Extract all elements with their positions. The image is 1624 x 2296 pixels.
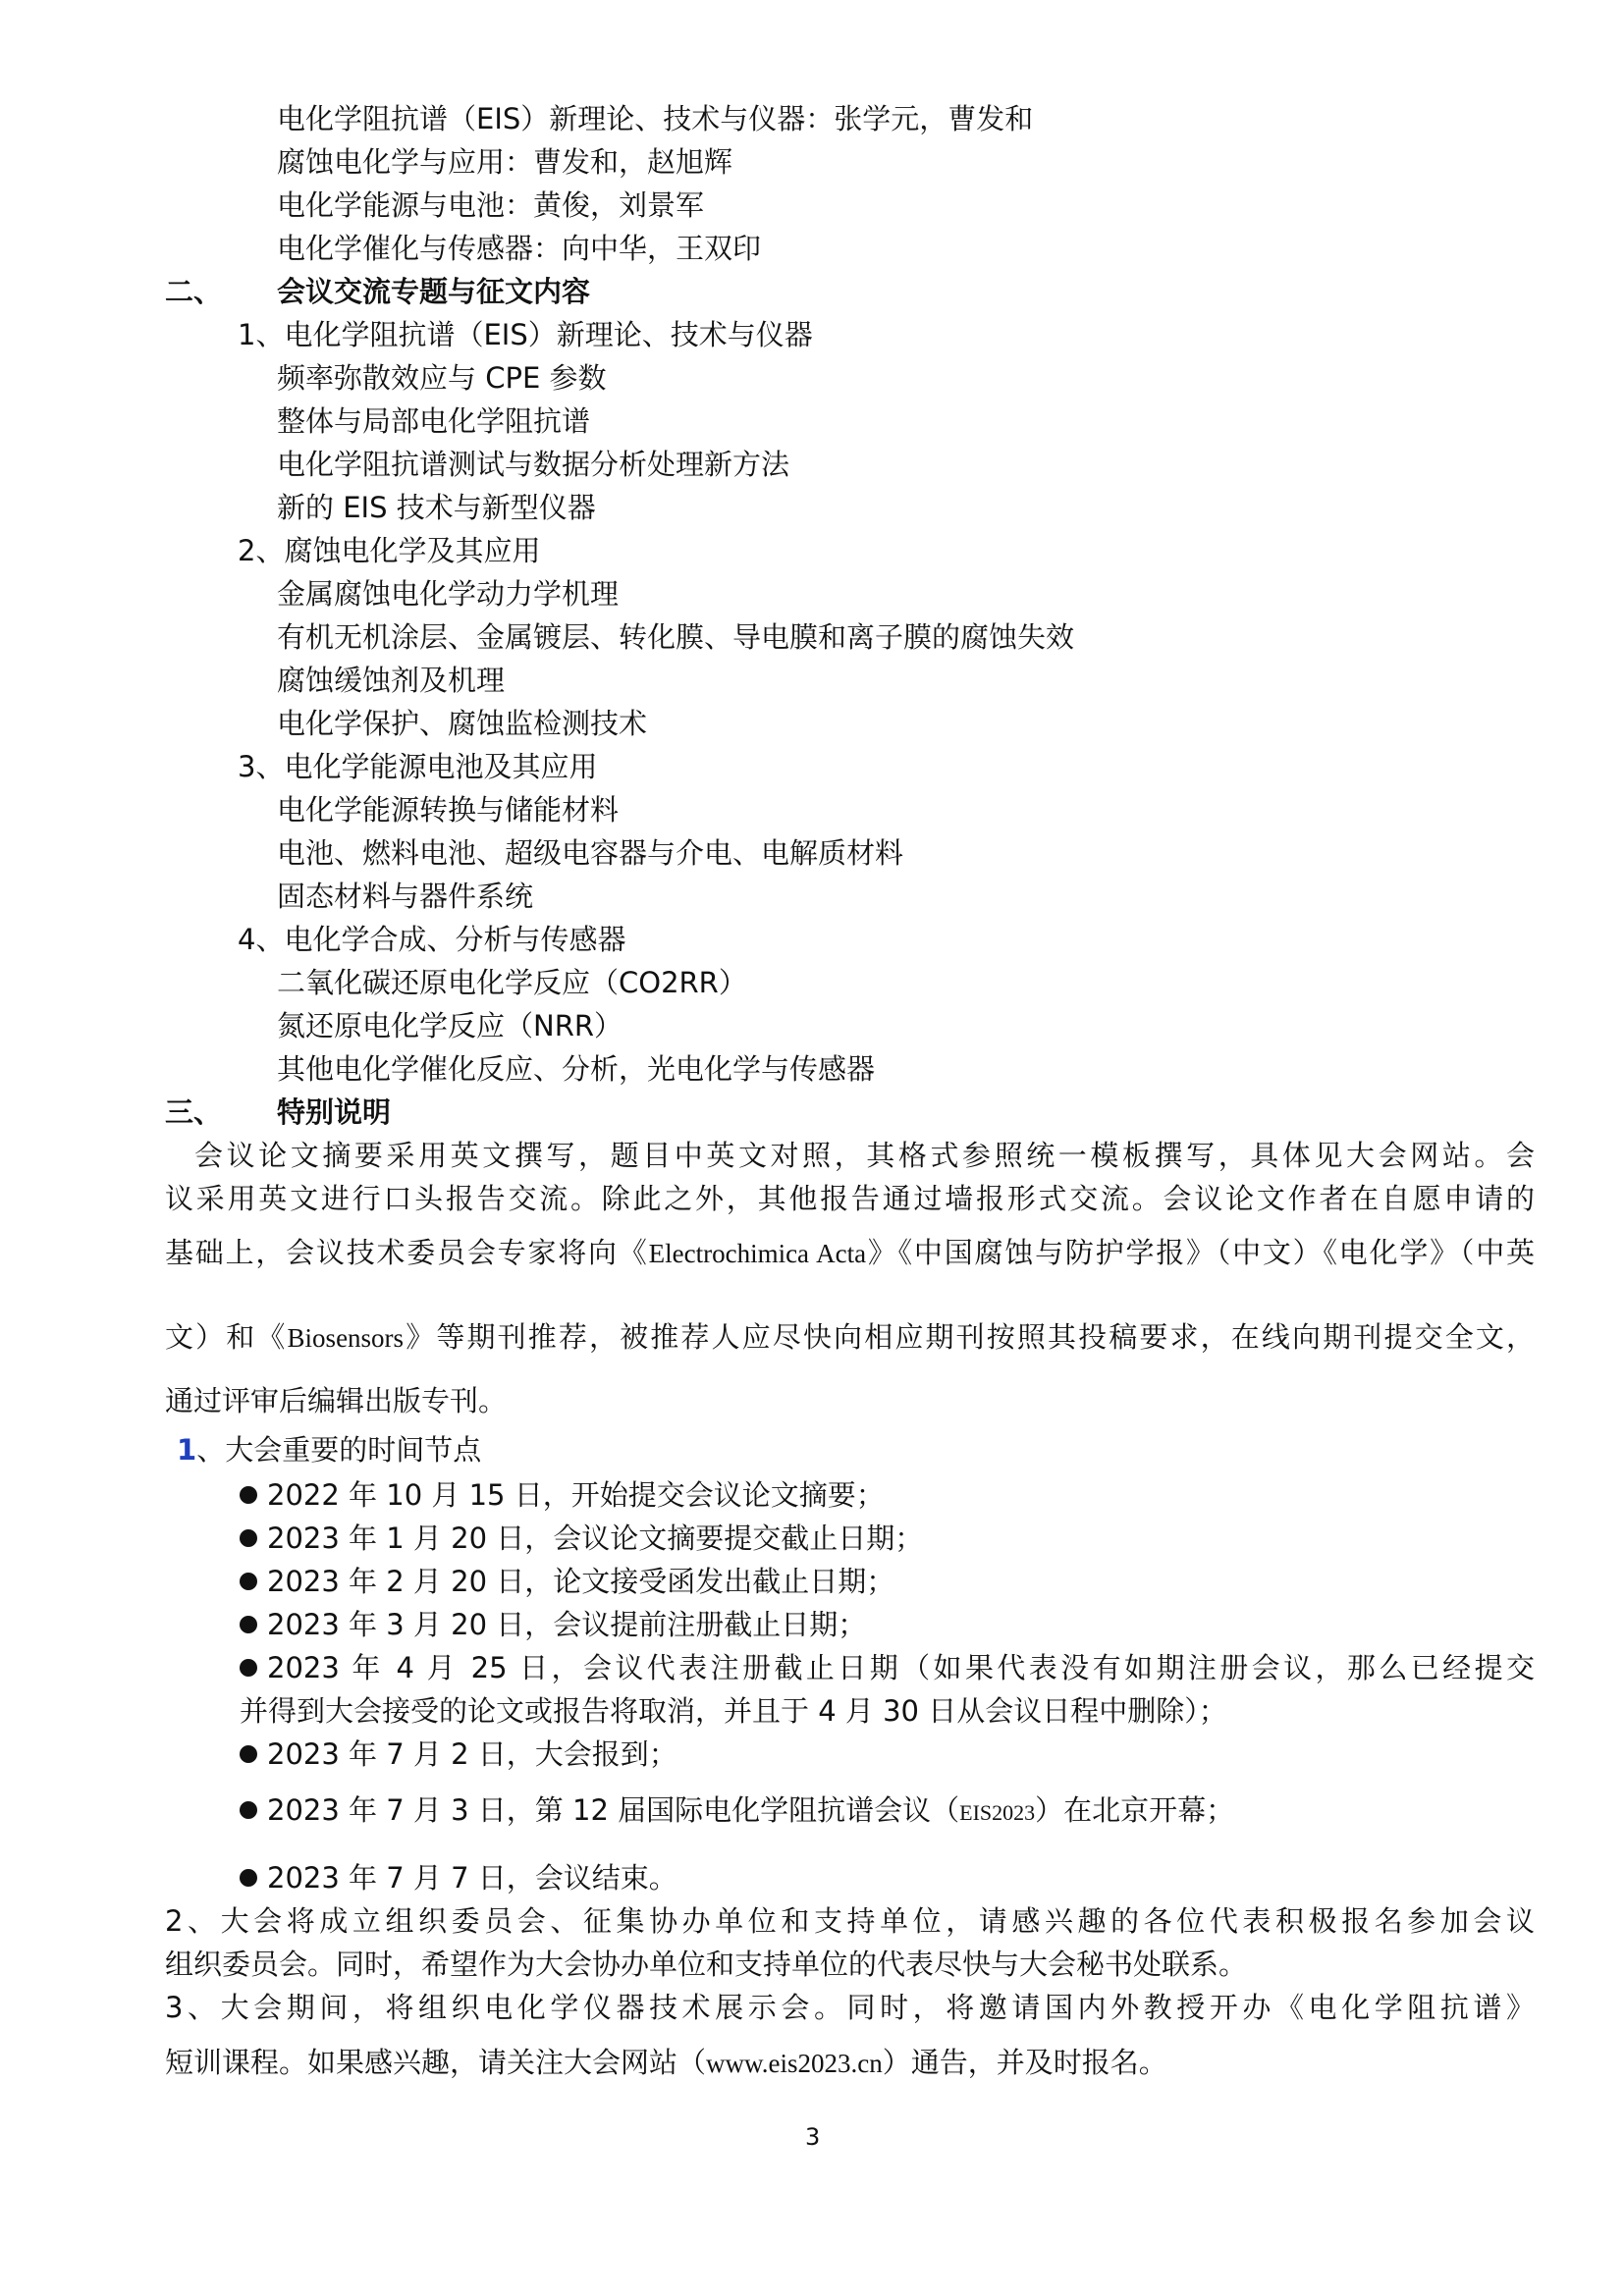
timeline-item: 2023 年 7 月 7 日，会议结束。: [240, 1864, 677, 1893]
topic-item: 其他电化学催化反应、分析，光电化学与传感器: [277, 1052, 876, 1086]
paragraph-line: 会议论文摘要采用英文撰写，题目中英文对照，其格式参照统一模板撰写，具体见大会网站。会: [194, 1139, 1535, 1172]
paragraph-line: [165, 1320, 1535, 1354]
journal-name: Biosensors: [287, 1323, 405, 1353]
topic-heading: 2、腐蚀电化学及其应用: [238, 534, 541, 567]
timeline-item: 2023 年 3 月 20 日，会议提前注册截止日期；: [240, 1611, 866, 1639]
timeline-number: 1: [177, 1433, 197, 1467]
topic-item: 金属腐蚀电化学动力学机理: [277, 577, 620, 611]
topic-item: 电池、燃料电池、超级电容器与介电、电解质材料: [277, 836, 904, 870]
bullet-icon: [240, 1869, 257, 1887]
bullet-icon: [240, 1745, 257, 1763]
website-link[interactable]: www.eis2023.cn: [706, 2049, 883, 2078]
topic-item: 电化学保护、腐蚀监检测技术: [277, 707, 648, 740]
bullet-icon: [240, 1529, 257, 1547]
timeline-item: 2023 年 7 月 2 日，大会报到；: [240, 1740, 677, 1769]
timeline-item: 2022 年 10 月 15 日，开始提交会议论文摘要；: [240, 1481, 885, 1510]
topic-heading: 3、电化学能源电池及其应用: [238, 750, 598, 783]
text-run: 文）和《: [165, 1320, 288, 1354]
paragraph-line: 议采用英文进行口头报告交流。除此之外，其他报告通过墙报形式交流。会议论文作者在自愿申请的: [165, 1182, 1535, 1215]
committee-line: 电化学能源与电池：黄俊，刘景军: [277, 188, 705, 222]
timeline-item: 2023 年 7 月 3 日，第 12 届国际电化学阻抗谱会议（EIS2023）在北京开幕；: [240, 1796, 1234, 1825]
topic-item: 整体与局部电化学阻抗谱: [277, 404, 591, 438]
topic-item: 有机无机涂层、金属镀层、转化膜、导电膜和离子膜的腐蚀失效: [277, 620, 1075, 654]
bullet-icon: [240, 1616, 257, 1633]
paragraph-line: 组织委员会。同时，希望作为大会协办单位和支持单位的代表尽快与大会秘书处联系。: [165, 1948, 1248, 1981]
section-title: 会议交流专题与征文内容: [277, 275, 591, 308]
topic-item: 固态材料与器件系统: [277, 880, 534, 913]
bullet-icon: [240, 1801, 257, 1819]
topic-item: 频率弥散效应与 CPE 参数: [277, 361, 607, 395]
committee-line: 电化学催化与传感器：向中华，王双印: [277, 232, 762, 265]
topic-heading: 1、电化学阻抗谱（EIS）新理论、技术与仪器: [238, 318, 813, 351]
topic-heading: 4、电化学合成、分析与传感器: [238, 923, 626, 956]
text-run: 》等期刊推荐，被推荐人应尽快向相应期刊按照其投稿要求，在线向期刊提交全文，: [404, 1320, 1535, 1354]
topic-item: 电化学阻抗谱测试与数据分析处理新方法: [277, 448, 790, 481]
section-number: 二、: [165, 275, 223, 308]
topic-item: 新的 EIS 技术与新型仪器: [277, 491, 596, 524]
paragraph-line: 3、大会期间，将组织电化学仪器技术展示会。同时，将邀请国内外教授开办《电化学阻抗谱》: [165, 1991, 1535, 2024]
timeline-heading: [177, 1433, 482, 1467]
text-run: 短训课程。如果感兴趣，请关注大会网站（: [165, 2046, 707, 2079]
committee-line: 电化学阻抗谱（EIS）新理论、技术与仪器：张学元，曹发和: [277, 102, 1034, 135]
timeline-title: 、大会重要的时间节点: [196, 1433, 482, 1467]
topic-item: 氮还原电化学反应（NRR）: [277, 1009, 623, 1042]
timeline-item: 2023 年 4 月 25 日，会议代表注册截止日期（如果代表没有如期注册会议，那么已经提交: [240, 1654, 1535, 1682]
text-run: 基础上，会议技术委员会专家将向《: [165, 1236, 649, 1269]
paragraph-line: [165, 1236, 1535, 1269]
bullet-icon: [240, 1573, 257, 1590]
journal-name: Electrochimica Acta: [648, 1239, 867, 1268]
topic-item: 腐蚀缓蚀剂及机理: [277, 664, 506, 697]
section-number: 三、: [165, 1095, 223, 1129]
page-number: 3: [805, 2123, 821, 2151]
topic-item: 二氧化碳还原电化学反应（CO2RR）: [277, 966, 747, 999]
conference-code: EIS2023: [959, 1800, 1036, 1825]
paragraph-line: 通过评审后编辑出版专刊。: [165, 1384, 508, 1417]
timeline-item: 2023 年 2 月 20 日，论文接受函发出截止日期；: [240, 1568, 894, 1596]
timeline-item: 2023 年 1 月 20 日，会议论文摘要提交截止日期；: [240, 1524, 923, 1553]
bullet-icon: [240, 1486, 257, 1504]
bullet-icon: [240, 1659, 257, 1677]
topic-item: 电化学能源转换与储能材料: [277, 793, 620, 827]
timeline-item-continuation: 并得到大会接受的论文或报告将取消，并且于 4 月 30 日从会议日程中删除）；: [240, 1694, 1227, 1728]
section-title: 特别说明: [277, 1095, 392, 1129]
text-run: 》《中国腐蚀与防护学报》（中文）《电化学》（中英: [866, 1236, 1535, 1269]
paragraph-line: [165, 2046, 1167, 2079]
text-run: ）通告，并及时报名。: [882, 2046, 1167, 2079]
committee-line: 腐蚀电化学与应用：曹发和，赵旭辉: [277, 145, 733, 179]
paragraph-line: 2、大会将成立组织委员会、征集协办单位和支持单位，请感兴趣的各位代表积极报名参加会议: [165, 1904, 1535, 1938]
